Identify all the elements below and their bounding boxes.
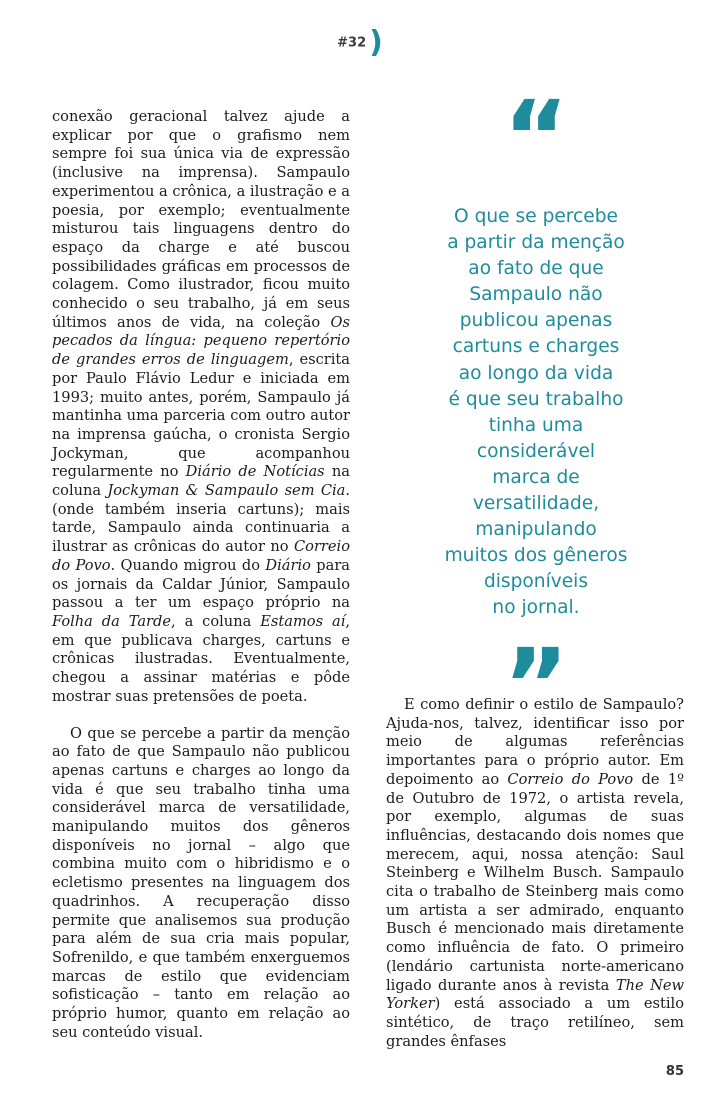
left-column	[52, 108, 350, 1042]
issue-bracket: )	[369, 25, 383, 60]
issue-header	[0, 25, 720, 60]
italic-title: Jockyman & Sampaulo sem Cia.	[107, 482, 350, 500]
right-column	[386, 696, 684, 1051]
left-paragraph-2: O que se percebe a partir da menção ao fato de que Sampaulo não publicou apenas cartuns e charges ao longo da vida é que seu trabalho tinha uma considerável marca de versatilidade, manipulando muitos dos gêneros disponíveis no jornal – algo que combina muito com o hibridismo e o ecletismo presentes na linguagem dos quadrinhos. A recuperação disso permite que analisemos sua produção para além de sua cria mais popular, Sofrenildo, e que também enxerguemos marcas de estilo que evidenciam sofisticação – tanto em relação ao próprio humor, quanto em relação ao seu conteúdo visual.	[52, 724, 350, 1041]
italic-title: Diário de Notícias	[185, 463, 325, 481]
issue-number: #32	[337, 35, 367, 51]
page-number: 85	[665, 1064, 684, 1079]
italic-title: Os pecados da língua: pequeno repertório de grandes erros de linguagem	[52, 313, 350, 369]
italic-title: Diário	[265, 556, 311, 574]
paragraph-gap	[52, 707, 350, 725]
pull-quote	[386, 79, 686, 744]
open-quote-icon: “	[503, 79, 569, 196]
close-quote-icon: ”	[503, 626, 569, 744]
italic-title: The New Yorker	[386, 976, 684, 1013]
italic-title: Correio do Povo	[52, 538, 350, 574]
right-paragraph-1: E como definir o estilo de Sampaulo? Ajuda-nos, talvez, identificar isso por meio de algumas referências importantes para o próprio autor. Em depoimento ao Correio do Povo de 1º de Outubro de 1972, o artista revela, por exemplo, algumas de suas influências, destacando dois nomes que merecem, aqui, nossa atenção: Saul Steinberg e Wilhelm Busch. Sampaulo cita o trabalho de Steinberg mais como um artista a ser admirado, enquanto Busch é mencionado mais diretamente como influência de fato. O primeiro (lendário cartunista norte-americano ligado durante anos à revista The New Yorker) está associado a um estilo sintético, de traço retilíneo, sem grandes ênfases	[386, 696, 684, 1050]
italic-title: Folha da Tarde	[52, 612, 172, 630]
pull-quote-text: O que se percebe a partir da menção ao fato de que Sampaulo não publicou apenas cartuns e charges ao longo da vida é que seu trabalho tinha uma considerável marca de versatilidade, manipulando muitos dos gêneros disponíveis no jornal.	[444, 206, 628, 619]
italic-title: Correio do Povo	[507, 770, 634, 788]
italic-title: Estamos aí	[260, 612, 346, 630]
left-paragraph-1: conexão geracional talvez ajude a explicar por que o grafismo nem sempre foi sua única via de expressão (inclusive na imprensa). Sampaulo experimentou a crônica, a ilustração e a poesia, por exemplo; eventualmente misturou tais linguagens dentro do espaço da charge e até buscou possibilidades gráficas em processos de colagem. Como ilustrador, ficou muito conhecido o seu trabalho, já em seus últimos anos de vida, na coleção Os pecados da língua: pequeno repertório de grandes erros de linguagem, escrita por Paulo Flávio Ledur e iniciada em 1993; muito antes, porém, Sampaulo já mantinha uma parceria com outro autor na imprensa gaúcha, o cronista Sergio Jockyman, que acompanhou regularmente no Diário de Notícias na coluna Jockyman & Sampaulo sem Cia. (onde também inseria cartuns); mais tarde, Sampaulo ainda continuaria a ilustrar as crônicas do autor no Correio do Povo. Quando migrou do Diário para os jornais da Caldar Júnior, Sampaulo passou a ter um espaço próprio na Folha da Tarde, a coluna Estamos aí, em que publicava charges, cartuns e crônicas ilustradas. Eventualmente, chegou a assinar matérias e pôde mostrar suas pretensões de poeta.	[52, 108, 350, 705]
